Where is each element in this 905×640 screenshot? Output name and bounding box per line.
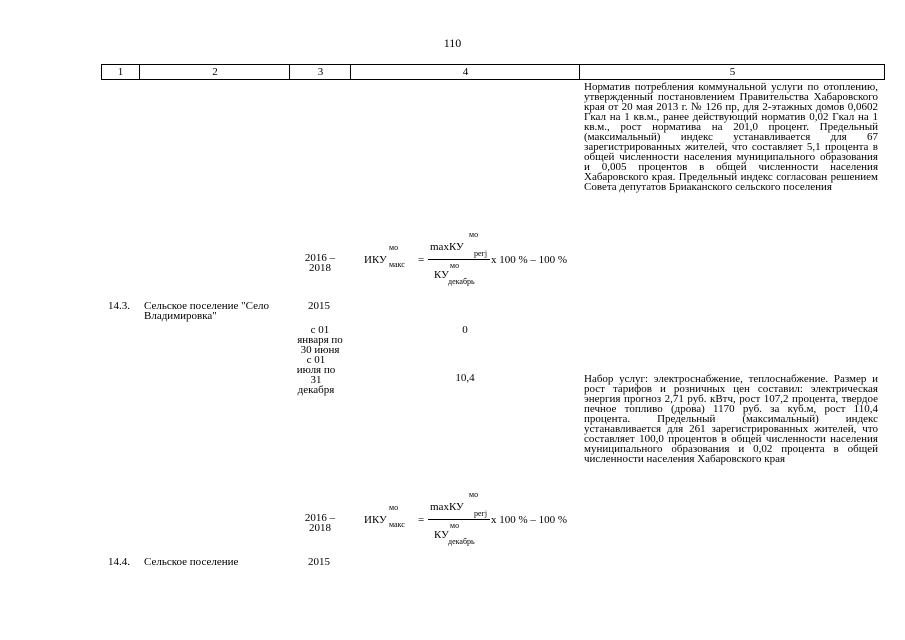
den-sub: декабрь	[448, 277, 475, 286]
num-sup: мо	[469, 230, 479, 239]
denominator: КУ	[434, 529, 449, 541]
formula-tail: х 100 % – 100 %	[491, 514, 568, 526]
services-note: Набор услуг: электроснабжение, теплоснабжение. Размер и рост тарифов и розничных цен составил: электрическая энергия прогноз 2,71 руб. кВтч, рост 107,2 процента, твердое печное топливо (дрова) 1170 руб. за куб.м, рост 110,4 процента. Предельный (максимальный) индекс устанавливается для 261 зарегистрированных жителей, что составляет 100,0 процентов в общей численности населения муниципального образования и 0,02 процента в общей численности населения Хабаровского края	[584, 373, 878, 465]
lhs-sup: мо	[389, 503, 399, 512]
value-1: 0	[462, 324, 468, 336]
settlement-name: Сельское поселение	[144, 556, 239, 568]
den-sub: декабрь	[448, 537, 475, 546]
fraction-bar	[428, 259, 490, 260]
lhs-sub: макс	[389, 260, 405, 269]
equals-sign: =	[418, 514, 425, 526]
equals-sign: =	[418, 254, 425, 266]
lhs: ИКУ	[364, 514, 387, 526]
formula-period: 2016 – 2018	[304, 512, 336, 534]
row-number: 14.3.	[108, 300, 130, 312]
period-2: с 01 июля по 31 декабря	[296, 354, 336, 396]
table-header	[101, 64, 885, 80]
header-col-3: 3	[289, 65, 351, 79]
num-sub: регj	[474, 249, 488, 258]
formula-1	[364, 228, 584, 290]
formula-period: 2016 – 2018	[304, 252, 336, 274]
den-sup: мо	[450, 521, 460, 530]
value-2: 10,4	[455, 372, 475, 384]
header-col-5: 5	[579, 65, 885, 79]
period-1: с 01 января по 30 июня	[297, 324, 343, 356]
year: 2015	[308, 556, 330, 568]
fraction-bar	[428, 519, 490, 520]
numerator: maxКУ	[430, 241, 464, 253]
lhs-sup: мо	[389, 243, 399, 252]
formula-2	[364, 488, 584, 550]
header-col-1: 1	[117, 66, 124, 78]
norm-note: Норматив потребления коммунальной услуги по отоплению, утвержденный постановлением Правительства Хабаровского края от 20 мая 2013 г. № 126 пр, для 2-этажных домов 0,0602 Гкал на 1 кв.м., ранее действующий норматив 0,02 Гкал на 1 кв.м., рост норматива на 201,0 процент. Предельный (максимальный) индекс устанавливается для 67 зарегистрированных жителей, что составляет 5,1 процента в общей численности населения муниципального образования и 0,005 процентов в общей численности населения Хабаровского края. Предельный индекс согласован решением Совета депутатов Бриаканского сельского поселения	[584, 81, 878, 193]
header-col-4: 4	[350, 65, 580, 79]
den-sup: мо	[450, 261, 460, 270]
lhs: ИКУ	[364, 254, 387, 266]
num-sup: мо	[469, 490, 479, 499]
lhs-sub: макс	[389, 520, 405, 529]
formula-tail: х 100 % – 100 %	[491, 254, 568, 266]
denominator: КУ	[434, 269, 449, 281]
row-number: 14.4.	[108, 556, 130, 568]
numerator: maxКУ	[430, 501, 464, 513]
settlement-name: Сельское поселение "Село Владимировка"	[144, 300, 269, 322]
page-number: 110	[443, 36, 462, 50]
header-col-2: 2	[139, 65, 290, 79]
year: 2015	[308, 300, 330, 312]
num-sub: регj	[474, 509, 488, 518]
